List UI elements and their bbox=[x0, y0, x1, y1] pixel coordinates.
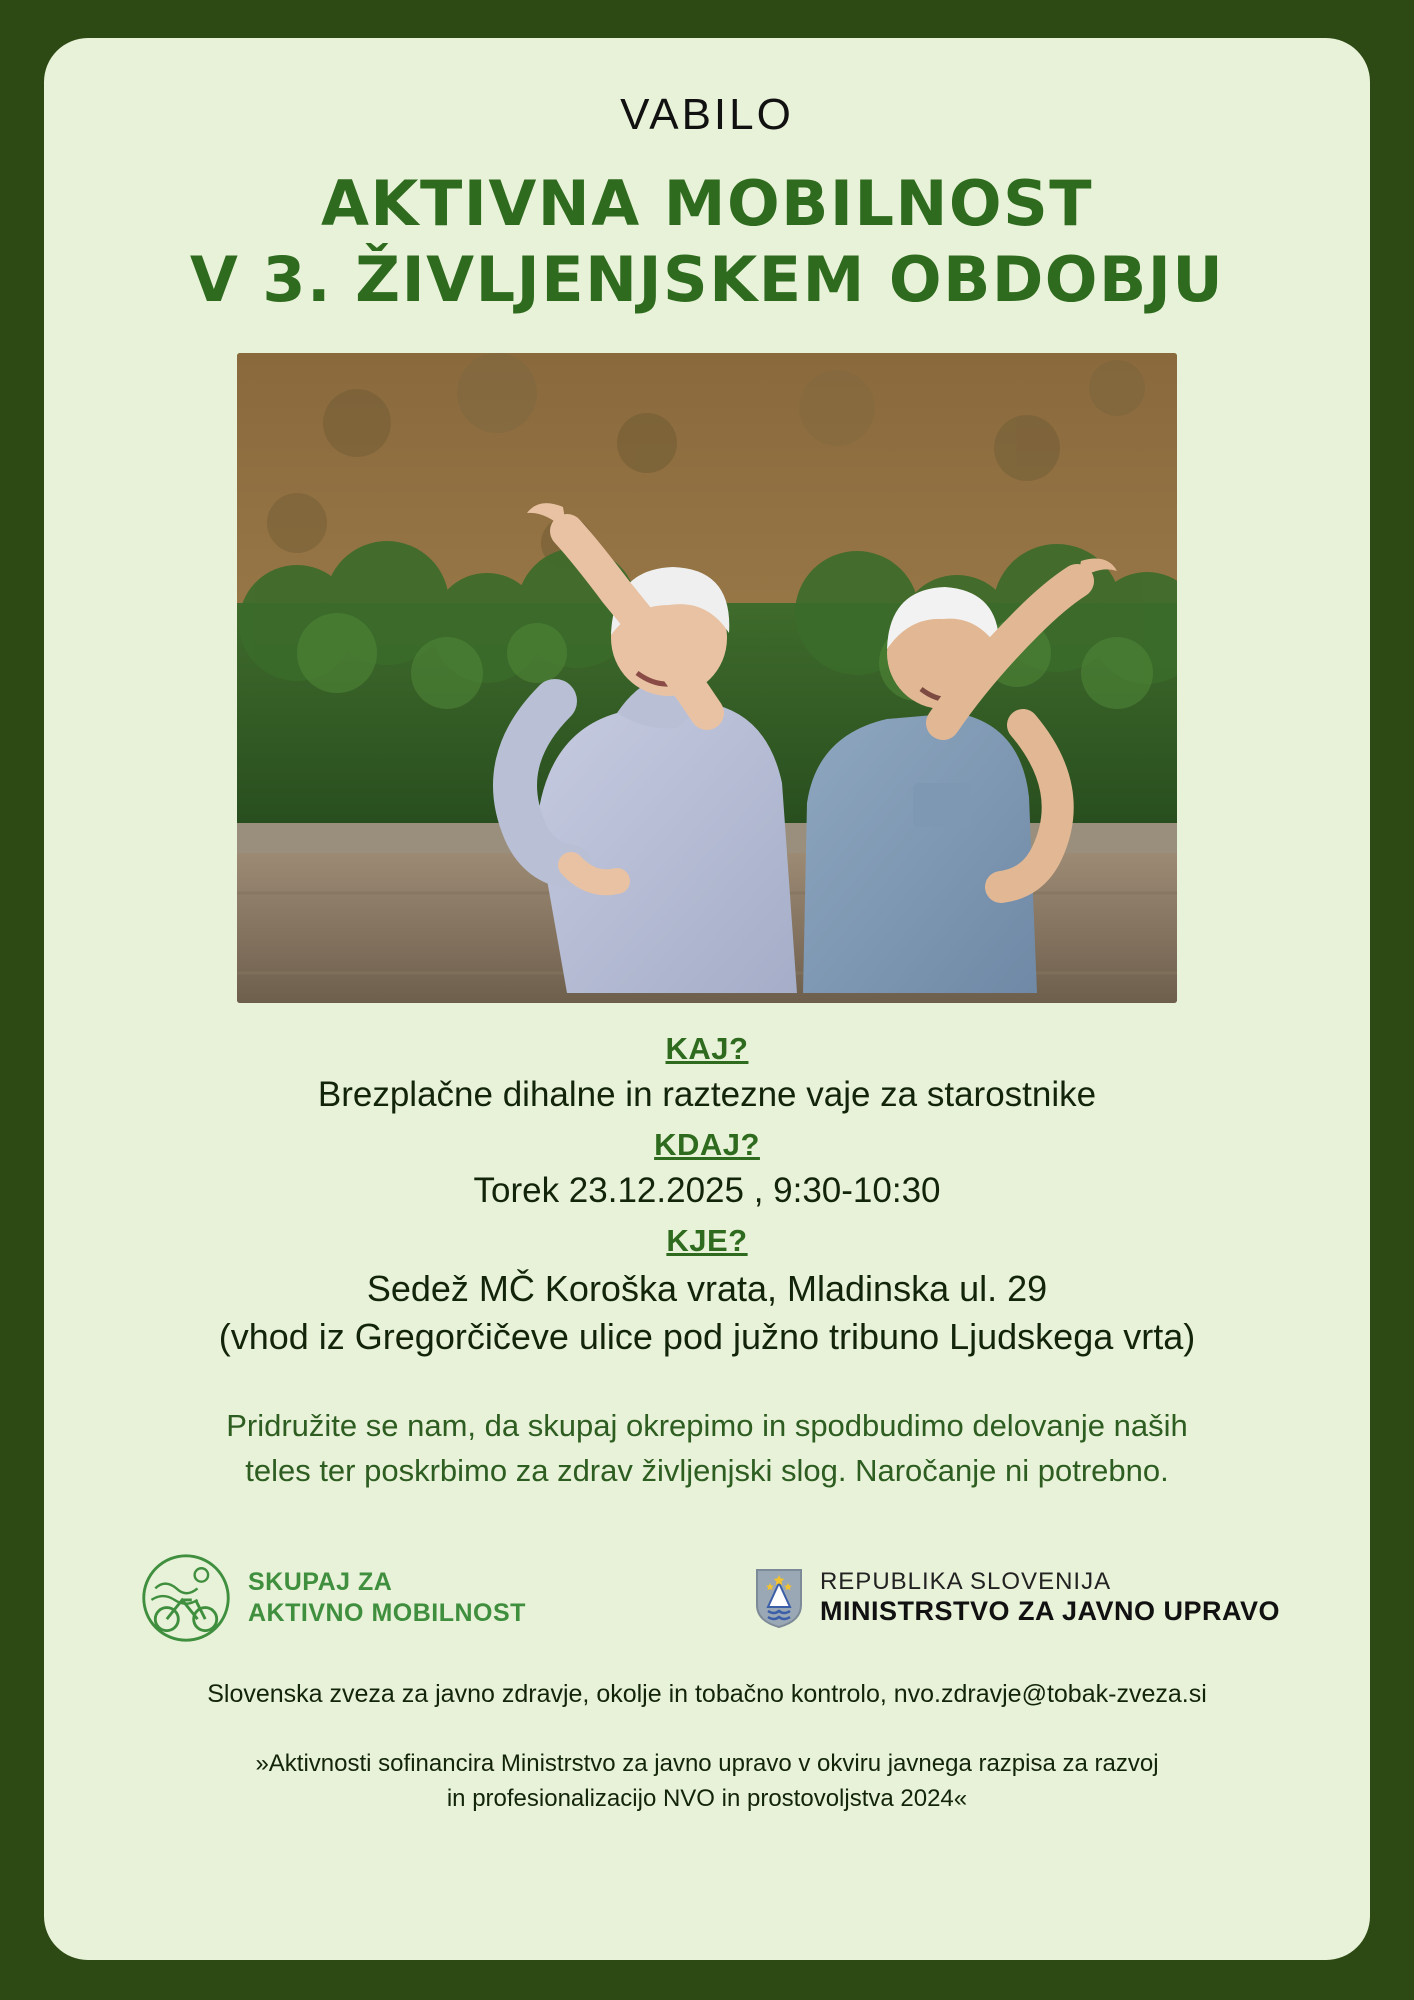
page-title-line-1: AKTIVNA MOBILNOST bbox=[320, 167, 1094, 240]
value-what: Brezplačne dihalne in raztezne vaje za starostnike bbox=[317, 1075, 1097, 1115]
blurb-line-1: Pridružite se nam, da skupaj okrepimo in spodbudimo delovanje naših bbox=[226, 1407, 1188, 1443]
poster-card bbox=[44, 38, 1370, 1960]
value-where-line-1: Sedež MČ Koroška vrata, Mladinska ul. 29 bbox=[366, 1267, 1048, 1309]
hero-photo bbox=[237, 353, 1177, 1003]
bicycle-globe-icon bbox=[138, 1550, 234, 1646]
logo-ministrstvo bbox=[754, 1567, 1280, 1629]
logo-right-line-1: REPUBLIKA SLOVENIJA bbox=[819, 1568, 1112, 1596]
logo-right-text bbox=[820, 1568, 1280, 1627]
event-details bbox=[102, 1029, 1312, 1362]
logo-left-line-2: AKTIVNO MOBILNOST bbox=[248, 1598, 526, 1627]
blurb-line-2: teles ter poskrbimo za zdrav življenjski slog. Naročanje ni potrebno. bbox=[245, 1452, 1169, 1488]
page-title-line-2: V 3. ŽIVLJENJSKEM OBDOBJU bbox=[189, 242, 1225, 316]
logo-row bbox=[102, 1550, 1312, 1646]
contact-line: Slovenska zveza za javno zdravje, okolje in tobačno kontrolo, nvo.zdravje@tobak-zveza.si bbox=[207, 1679, 1207, 1708]
footnote-line-2: in profesionalizacijo NVO in prostovoljstva 2024« bbox=[446, 1784, 968, 1812]
logo-right-line-2: MINISTRSTVO ZA JAVNO UPRAVO bbox=[819, 1596, 1280, 1627]
invitation-blurb bbox=[226, 1404, 1188, 1494]
funding-footnote bbox=[255, 1747, 1158, 1827]
logo-left-line-1: SKUPAJ ZA bbox=[248, 1567, 393, 1596]
label-where: KJE? bbox=[666, 1222, 748, 1258]
poster-kicker: VABILO bbox=[620, 90, 794, 139]
logo-skupaj-za-aktivno-mobilnost bbox=[138, 1550, 526, 1646]
label-when: KDAJ? bbox=[654, 1127, 760, 1162]
footnote-line-1: »Aktivnosti sofinancira Ministrstvo za javno upravo v okviru javnega razpisa za razvoj bbox=[255, 1749, 1159, 1777]
page-title bbox=[190, 166, 1224, 317]
value-when: Torek 23.12.2025 , 9:30-10:30 bbox=[473, 1171, 941, 1210]
label-what: KAJ? bbox=[665, 1031, 749, 1067]
slovenia-coat-of-arms-icon bbox=[754, 1567, 804, 1629]
value-where-line-2: (vhod iz Gregorčičeve ulice pod južno tribuno Ljudskega vrta) bbox=[218, 1316, 1196, 1358]
logo-left-text bbox=[248, 1567, 526, 1630]
